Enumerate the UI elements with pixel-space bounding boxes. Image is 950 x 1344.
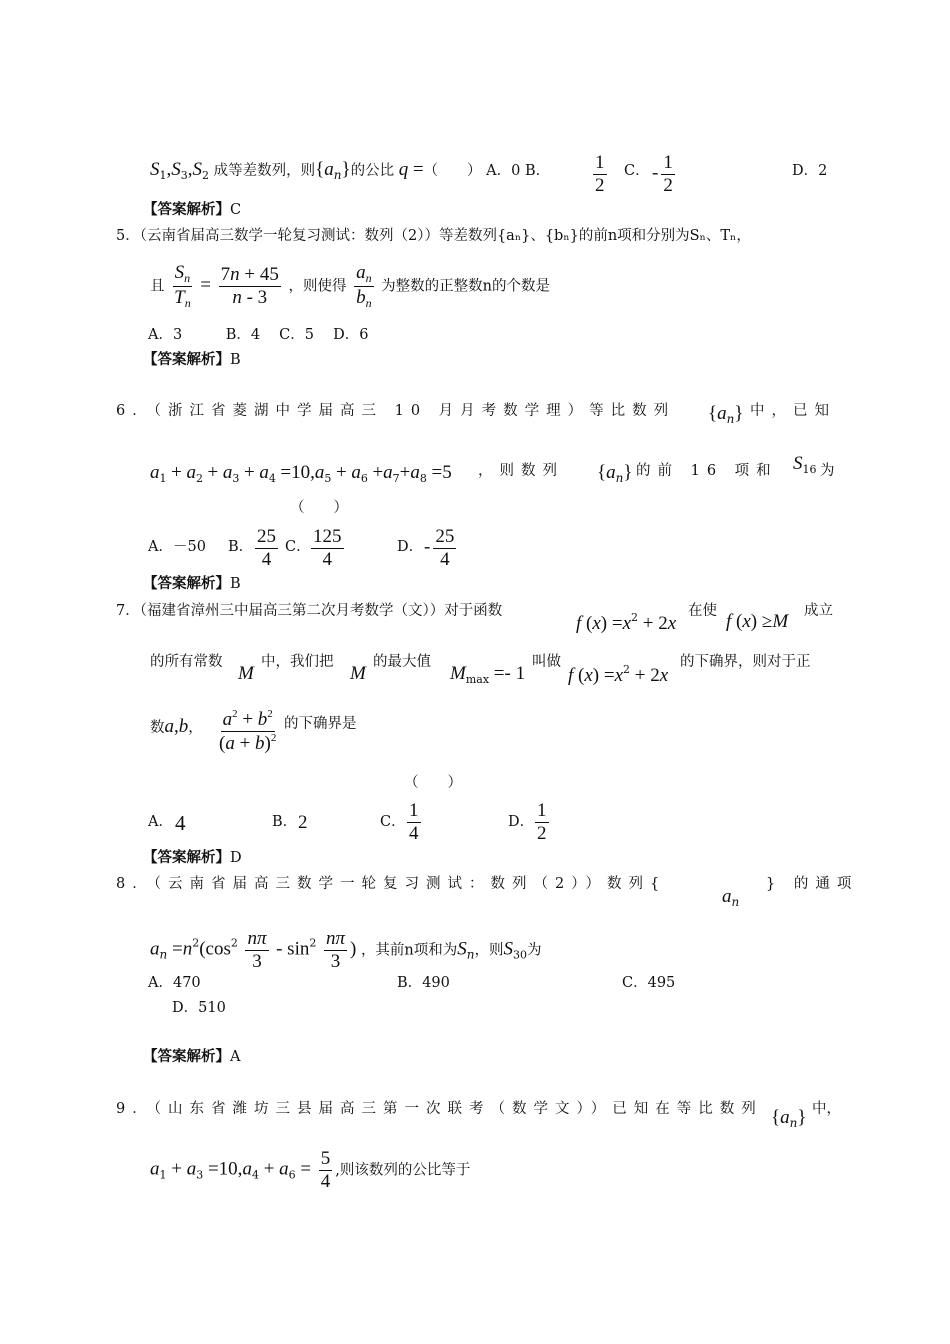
q7-line3-c: 的下确界是 — [284, 716, 357, 732]
q7-option-d-value: $\frac{1}{2}$ — [537, 800, 547, 844]
q7-line2-d: 叫做 — [532, 654, 561, 670]
q9-sequence: $\{a_n\}$ — [771, 1107, 807, 1130]
q7-option-c-value: $\frac{1}{4}$ — [409, 800, 419, 844]
q6-option-c-value: $\frac{125}{4}$ — [313, 526, 342, 570]
q6-option-a: A．－50 — [148, 539, 206, 555]
q8-option-c: C．495 — [622, 975, 676, 991]
q5-condition: 且 $\frac{S_n}{T_n}$ = $\frac{7n + 45}{n - 3}$ ，则使得 $\frac{a_n}{b_n}$ 为整数的正整数n的个数是 — [150, 262, 551, 310]
q6-sequence-2: $\{a_n\}$ — [597, 462, 633, 485]
q4-stem-text: 成等差数列，则 — [213, 163, 316, 179]
q6-line2-mid: ，则数列 — [478, 463, 564, 479]
q6-stem-end: 中，已知 — [750, 403, 836, 419]
q7-function: f $(x) =x^2 + 2x$ — [576, 611, 677, 634]
q7-expression: $\frac{a^2 + b^2}{(a + b)^2}$ — [219, 708, 277, 754]
q5-stem: 5．（云南省届高三数学一轮复习测试：数列（2））等差数列{aₙ}、{bₙ}的前n项和分别为Sₙ、Tₙ， — [116, 228, 751, 244]
q7-m-1: M — [238, 663, 254, 684]
q4-answer: 【答案解析】C — [143, 201, 242, 218]
q7-stem-mid: 在使 — [688, 603, 717, 619]
q8-formula: $a_n =n^2(\cos^2$ $\frac{n\pi}{3}$ - $\sin^2$ $\frac{n\pi}{3}$ ) ，其前n项和为$S_n$，则$S_{30}$为 — [150, 928, 542, 972]
q7-option-b-value: 2 — [298, 812, 308, 833]
q4-option-b: B． — [524, 163, 551, 179]
q7-option-d: D． — [508, 814, 535, 830]
q7-paren: （ ） — [404, 775, 462, 791]
q9-stem: 9．（山东省潍坊三县届高三第一次联考（数学文））已知在等比数列 — [116, 1101, 763, 1117]
q5-answer: 【答案解析】B — [143, 351, 241, 368]
q7-option-c: C． — [380, 814, 406, 830]
q7-line2-a: 的所有常数 — [150, 654, 223, 670]
q4-option-c-value: - $\frac{1}{2}$ — [652, 152, 673, 196]
q7-function-2: f $(x) =x^2 + 2x$ — [568, 663, 669, 686]
q7-mmax: $M_{max} =- 1$ — [450, 663, 526, 686]
q8-answer: 【答案解析】A — [143, 1048, 241, 1065]
q7-line2-e: 的下确界，则对于正 — [680, 654, 811, 670]
q6-option-b: B． — [228, 539, 254, 555]
q7-stem: 7．（福建省漳州三中届高三第二次月考数学（文））对于函数 — [116, 603, 503, 619]
q8-an: $a_n$ — [722, 886, 740, 909]
q9-stem-end: 中， — [812, 1101, 841, 1117]
q4-stem-line: $S_1,S_3,S_2$ 成等差数列，则$\{a_n\}$的公比 q =（ ） A．0 B． — [150, 159, 551, 182]
q4-option-b-value: $\frac{1}{2}$ — [595, 152, 605, 196]
q4-option-c: C． — [624, 163, 650, 179]
q6-option-d: D． — [397, 539, 424, 555]
q8-option-b: B．490 — [397, 975, 450, 991]
q7-option-a: A． — [148, 814, 173, 830]
q6-option-c: C． — [285, 539, 311, 555]
q6-line2-end: 的前 16 项和 — [636, 463, 778, 479]
q6-option-d-value: - $\frac{25}{4}$ — [424, 526, 455, 570]
q6-s16: $S_{16}$ — [793, 453, 817, 476]
q5-options: A．3 B．4 C．5 D．6 — [148, 327, 369, 343]
q7-inequality: f (x) ≥M — [726, 611, 789, 632]
q8-option-a: A．470 — [148, 975, 201, 991]
q6-answer: 【答案解析】B — [143, 575, 241, 592]
q7-stem-end: 成立 — [804, 603, 833, 619]
q7-line3: 数a,b， — [150, 716, 203, 737]
q9-condition: $a_1 + a_3 =10,a_4 + a_6$ = $\frac{5}{4}$ ,则该数列的公比等于 — [150, 1148, 471, 1192]
q6-condition: $a_1 + a_2 + a_3 + a_4 =10,a_5 + a_6 +a_7+a_8 =5$ — [150, 462, 452, 485]
q8-option-d: D．510 — [172, 1000, 226, 1016]
q4-paren: （ ） — [423, 163, 482, 179]
q8-stem: 8．（云南省届高三数学一轮复习测试：数列（2））数列{ — [116, 876, 667, 892]
q7-line2-c: 的最大值 — [373, 654, 431, 670]
q6-paren: （ ） — [290, 500, 348, 516]
q6-sequence: $\{a_n\}$ — [708, 403, 744, 426]
q6-stem: 6．（浙江省菱湖中学届高三 10 月月考数学理）等比数列 — [116, 403, 676, 419]
q7-option-b: B． — [272, 814, 298, 830]
q8-stem-end: } 的通项 — [766, 876, 859, 892]
q4-option-d: D．2 — [792, 163, 828, 179]
q7-answer: 【答案解析】D — [143, 849, 242, 866]
q7-m-2: M — [350, 663, 366, 684]
q6-wei: 为 — [820, 463, 835, 479]
q7-option-a-value: 4 — [175, 811, 186, 835]
q4-option-a: A．0 — [486, 163, 521, 179]
q4-stem-text-2: 的公比 — [350, 163, 395, 179]
q6-option-b-value: $\frac{25}{4}$ — [257, 526, 276, 570]
q7-line2-b: 中，我们把 — [261, 654, 334, 670]
